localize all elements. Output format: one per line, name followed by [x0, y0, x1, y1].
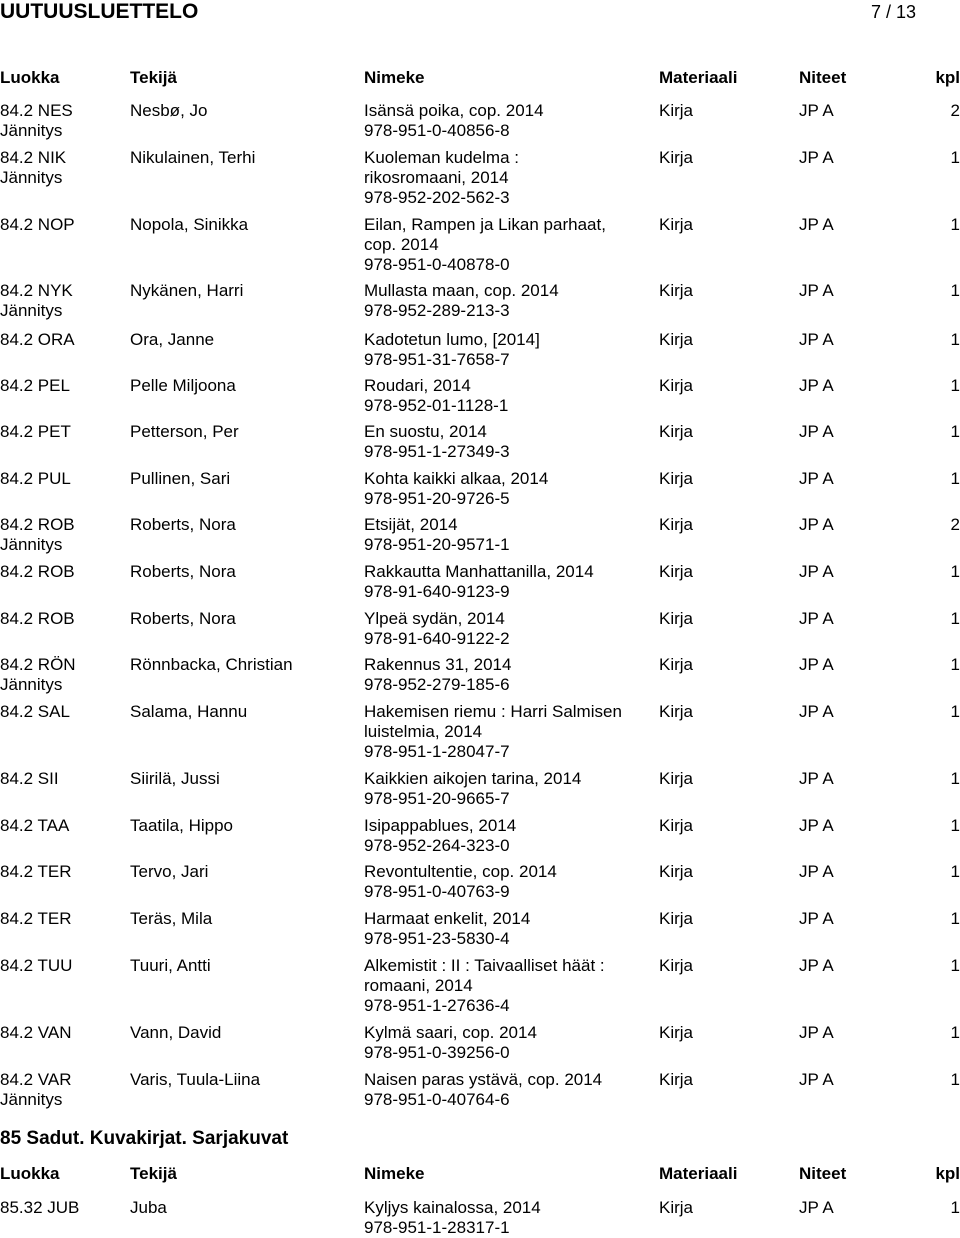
cell-kpl: 2: [950, 101, 960, 120]
cell-nimeke: Roudari, 2014 978-952-01-1128-1: [364, 376, 509, 415]
cell-nimeke: Etsijät, 2014 978-951-20-9571-1: [364, 515, 510, 554]
cell-luokka: 84.2 PUL: [0, 469, 71, 488]
cell-luokka: 84.2 ROB: [0, 562, 75, 581]
cell-niteet: JP A: [799, 862, 834, 881]
cell-niteet: JP A: [799, 469, 834, 488]
cell-niteet: JP A: [799, 769, 834, 788]
cell-kpl: 1: [950, 609, 960, 628]
cell-tekija: Tervo, Jari: [130, 862, 209, 881]
cell-materiaali: Kirja: [659, 816, 694, 835]
cell-luokka: 84.2 SAL: [0, 702, 70, 721]
cell-kpl: 1: [950, 1070, 960, 1089]
page-number: 7 / 13: [870, 2, 916, 22]
cell-luokka: 84.2 SII: [0, 769, 59, 788]
header-kpl: kpl: [935, 1164, 960, 1183]
cell-kpl: 1: [950, 702, 960, 721]
cell-materiaali: Kirja: [659, 376, 694, 395]
cell-tekija: Roberts, Nora: [130, 515, 236, 534]
cell-nimeke: Ylpeä sydän, 2014 978-91-640-9122-2: [364, 609, 510, 648]
cell-luokka: 84.2 PET: [0, 422, 71, 441]
cell-niteet: JP A: [799, 330, 834, 349]
cell-nimeke: Alkemistit : II : Taivaalliset häät : romaani, 2014 978-951-1-27636-4: [364, 956, 605, 1015]
cell-materiaali: Kirja: [659, 862, 694, 881]
cell-luokka: 84.2 ORA: [0, 330, 75, 349]
cell-tekija: Varis, Tuula-Liina: [130, 1070, 261, 1089]
cell-niteet: JP A: [799, 1198, 834, 1217]
cell-tekija: Petterson, Per: [130, 422, 239, 441]
header-nimeke: Nimeke: [364, 1164, 425, 1183]
cell-kpl: 1: [950, 769, 960, 788]
cell-nimeke: En suostu, 2014 978-951-1-27349-3: [364, 422, 510, 461]
cell-materiaali: Kirja: [659, 330, 694, 349]
cell-kpl: 1: [950, 330, 960, 349]
cell-tekija: Nikulainen, Terhi: [130, 148, 256, 167]
cell-nimeke: Eilan, Rampen ja Likan parhaat, cop. 2014 978-951-0-40878-0: [364, 215, 606, 274]
cell-kpl: 1: [950, 281, 960, 300]
section-title: 85 Sadut. Kuvakirjat. Sarjakuvat: [0, 1128, 289, 1149]
header-tekija: Tekijä: [130, 1164, 177, 1183]
cell-luokka: 84.2 ROB Jännitys: [0, 515, 75, 554]
cell-materiaali: Kirja: [659, 281, 694, 300]
cell-nimeke: Mullasta maan, cop. 2014 978-952-289-213-3: [364, 281, 559, 320]
cell-kpl: 1: [950, 215, 960, 234]
cell-kpl: 1: [950, 376, 960, 395]
cell-kpl: 1: [950, 816, 960, 835]
cell-luokka: 84.2 RÖN Jännitys: [0, 655, 76, 694]
cell-niteet: JP A: [799, 281, 834, 300]
cell-luokka: 84.2 VAR Jännitys: [0, 1070, 72, 1109]
cell-kpl: 1: [950, 422, 960, 441]
cell-nimeke: Kuoleman kudelma : rikosromaani, 2014 978-952-202-562-3: [364, 148, 519, 207]
cell-materiaali: Kirja: [659, 956, 694, 975]
cell-kpl: 1: [950, 862, 960, 881]
cell-materiaali: Kirja: [659, 909, 694, 928]
header-nimeke: Nimeke: [364, 68, 425, 87]
cell-materiaali: Kirja: [659, 562, 694, 581]
header-materiaali: Materiaali: [659, 1164, 738, 1183]
cell-tekija: Juba: [130, 1198, 167, 1217]
cell-kpl: 1: [950, 148, 960, 167]
cell-luokka: 84.2 NIK Jännitys: [0, 148, 67, 187]
header-luokka: Luokka: [0, 68, 60, 87]
header-tekija: Tekijä: [130, 68, 177, 87]
cell-niteet: JP A: [799, 1070, 834, 1089]
cell-luokka: 85.32 JUB: [0, 1198, 80, 1217]
cell-niteet: JP A: [799, 609, 834, 628]
cell-luokka: 84.2 TUU: [0, 956, 73, 975]
cell-niteet: JP A: [799, 215, 834, 234]
cell-niteet: JP A: [799, 909, 834, 928]
cell-materiaali: Kirja: [659, 769, 694, 788]
cell-luokka: 84.2 NOP: [0, 215, 75, 234]
cell-kpl: 1: [950, 909, 960, 928]
cell-materiaali: Kirja: [659, 702, 694, 721]
cell-materiaali: Kirja: [659, 469, 694, 488]
cell-materiaali: Kirja: [659, 515, 694, 534]
cell-niteet: JP A: [799, 422, 834, 441]
cell-kpl: 2: [950, 515, 960, 534]
cell-tekija: Roberts, Nora: [130, 609, 236, 628]
cell-tekija: Roberts, Nora: [130, 562, 236, 581]
cell-luokka: 84.2 NYK Jännitys: [0, 281, 73, 320]
cell-niteet: JP A: [799, 1023, 834, 1042]
cell-kpl: 1: [950, 1023, 960, 1042]
cell-tekija: Teräs, Mila: [130, 909, 213, 928]
cell-nimeke: Hakemisen riemu : Harri Salmisen luistelmia, 2014 978-951-1-28047-7: [364, 702, 622, 761]
cell-nimeke: Naisen paras ystävä, cop. 2014 978-951-0-40764-6: [364, 1070, 603, 1109]
cell-tekija: Nesbø, Jo: [130, 101, 208, 120]
cell-niteet: JP A: [799, 816, 834, 835]
cell-niteet: JP A: [799, 956, 834, 975]
cell-materiaali: Kirja: [659, 609, 694, 628]
cell-materiaali: Kirja: [659, 1070, 694, 1089]
cell-niteet: JP A: [799, 702, 834, 721]
cell-materiaali: Kirja: [659, 1198, 694, 1217]
cell-nimeke: Kadotetun lumo, [2014] 978-951-31-7658-7: [364, 330, 540, 369]
header-luokka: Luokka: [0, 1164, 60, 1183]
cell-luokka: 84.2 TAA: [0, 816, 70, 835]
cell-niteet: JP A: [799, 148, 834, 167]
header-niteet: Niteet: [799, 1164, 847, 1183]
cell-nimeke: Isipappablues, 2014 978-952-264-323-0: [364, 816, 517, 855]
header-niteet: Niteet: [799, 68, 847, 87]
cell-kpl: 1: [950, 655, 960, 674]
cell-materiaali: Kirja: [659, 1023, 694, 1042]
cell-kpl: 1: [950, 562, 960, 581]
cell-nimeke: Kaikkien aikojen tarina, 2014 978-951-20-9665-7: [364, 769, 582, 808]
cell-luokka: 84.2 VAN: [0, 1023, 72, 1042]
cell-nimeke: Kohta kaikki alkaa, 2014 978-951-20-9726-5: [364, 469, 549, 508]
cell-tekija: Vann, David: [130, 1023, 222, 1042]
cell-kpl: 1: [950, 956, 960, 975]
cell-luokka: 84.2 PEL: [0, 376, 70, 395]
cell-tekija: Siirilä, Jussi: [130, 769, 220, 788]
cell-materiaali: Kirja: [659, 148, 694, 167]
cell-luokka: 84.2 ROB: [0, 609, 75, 628]
cell-materiaali: Kirja: [659, 101, 694, 120]
cell-nimeke: Rakennus 31, 2014 978-952-279-185-6: [364, 655, 512, 694]
cell-tekija: Pelle Miljoona: [130, 376, 236, 395]
cell-niteet: JP A: [799, 101, 834, 120]
page-title: UUTUUSLUETTELO: [0, 0, 199, 23]
cell-luokka: 84.2 TER: [0, 862, 72, 881]
cell-tekija: Tuuri, Antti: [130, 956, 211, 975]
cell-tekija: Ora, Janne: [130, 330, 215, 349]
cell-materiaali: Kirja: [659, 215, 694, 234]
cell-tekija: Taatila, Hippo: [130, 816, 234, 835]
cell-tekija: Nopola, Sinikka: [130, 215, 249, 234]
cell-luokka: 84.2 TER: [0, 909, 72, 928]
cell-tekija: Nykänen, Harri: [130, 281, 244, 300]
cell-niteet: JP A: [799, 562, 834, 581]
cell-kpl: 1: [950, 1198, 960, 1217]
header-kpl: kpl: [935, 68, 960, 87]
header-materiaali: Materiaali: [659, 68, 738, 87]
cell-luokka: 84.2 NES Jännitys: [0, 101, 73, 140]
cell-nimeke: Isänsä poika, cop. 2014 978-951-0-40856-8: [364, 101, 544, 140]
cell-tekija: Pullinen, Sari: [130, 469, 231, 488]
cell-nimeke: Rakkautta Manhattanilla, 2014 978-91-640-9123-9: [364, 562, 594, 601]
cell-materiaali: Kirja: [659, 422, 694, 441]
cell-niteet: JP A: [799, 515, 834, 534]
cell-kpl: 1: [950, 469, 960, 488]
cell-nimeke: Kylmä saari, cop. 2014 978-951-0-39256-0: [364, 1023, 537, 1062]
cell-tekija: Rönnbacka, Christian: [130, 655, 293, 674]
cell-nimeke: Kyljys kainalossa, 2014 978-951-1-28317-1: [364, 1198, 541, 1237]
cell-nimeke: Harmaat enkelit, 2014 978-951-23-5830-4: [364, 909, 531, 948]
cell-materiaali: Kirja: [659, 655, 694, 674]
cell-niteet: JP A: [799, 376, 834, 395]
cell-tekija: Salama, Hannu: [130, 702, 248, 721]
cell-nimeke: Revontultentie, cop. 2014 978-951-0-40763-9: [364, 862, 557, 901]
cell-niteet: JP A: [799, 655, 834, 674]
